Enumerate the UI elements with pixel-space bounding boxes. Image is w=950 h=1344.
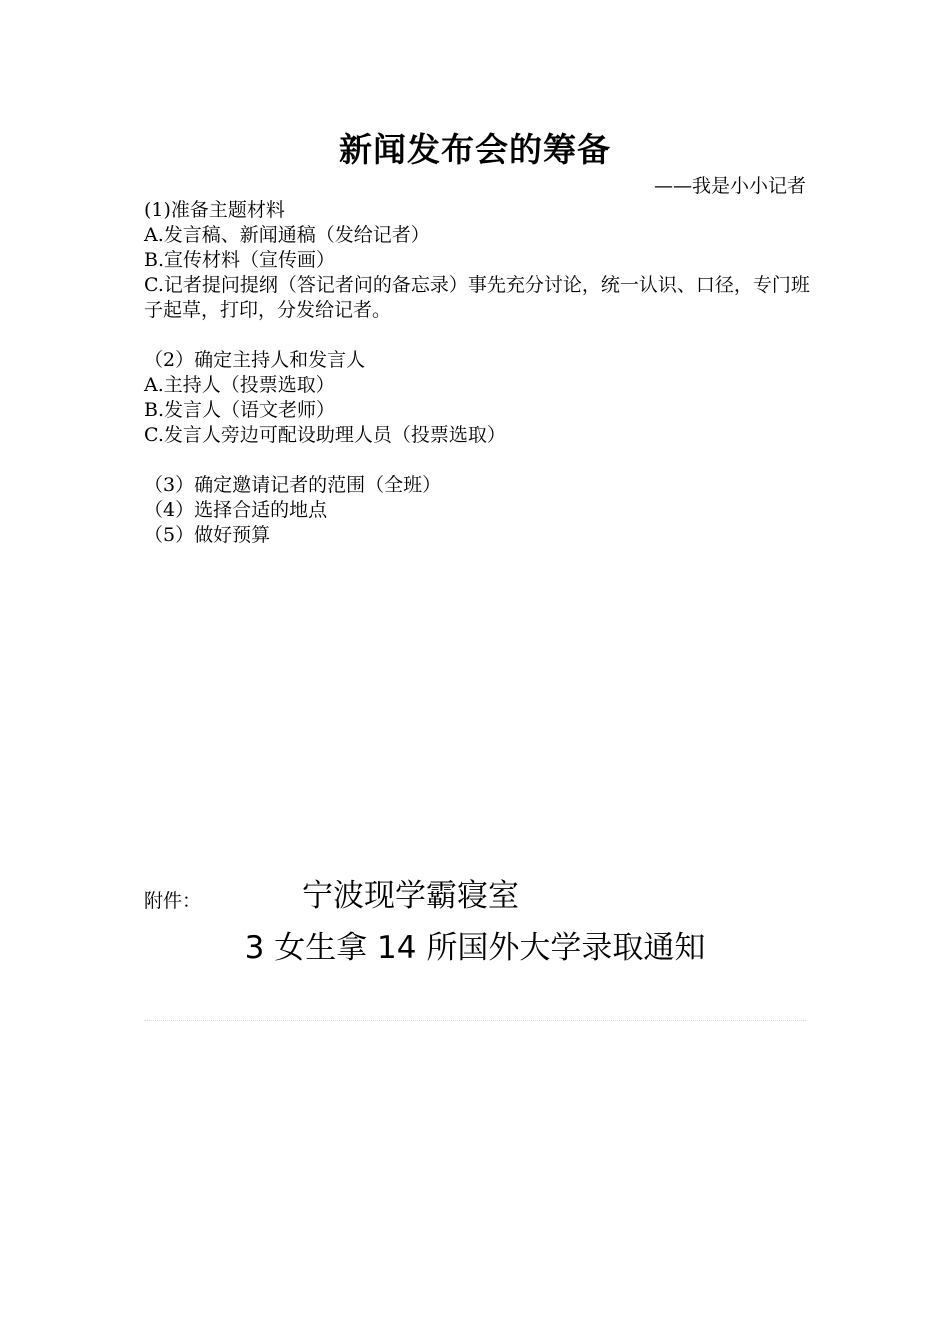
section-heading-2: （2）确定主持人和发言人: [144, 349, 366, 371]
section-2-item-a: A.主持人（投票选取）: [144, 374, 335, 396]
section-2-item-c: C.发言人旁边可配设助理人员（投票选取）: [144, 424, 506, 446]
attachment-title-line2: 3 女生拿 14 所国外大学录取通知: [244, 930, 706, 966]
paragraph-gap: [144, 323, 824, 348]
document-subtitle: ——我是小小记者: [653, 175, 806, 197]
divider-line: [144, 1020, 806, 1021]
section-heading-1: (1)准备主题材料: [144, 199, 285, 221]
attachment-title-line1: 宁波现学霸寝室: [302, 878, 519, 914]
paragraph-gap: [144, 448, 824, 473]
attachment-label: 附件：: [144, 890, 202, 912]
document-body: [144, 198, 824, 548]
section-1-item-a: A.发言稿、新闻通稿（发给记者）: [144, 224, 430, 246]
section-1-item-b: B.宣传材料（宣传画）: [144, 249, 336, 271]
section-1-item-c: C.记者提问提纲（答记者问的备忘录）事先充分讨论，统一认识、口径，专门班子起草，打印，分发给记者。: [144, 274, 810, 321]
section-heading-3: （3）确定邀请记者的范围（全班）: [144, 474, 442, 496]
section-2-item-b: B.发言人（语文老师）: [144, 399, 336, 421]
document-title: 新闻发布会的筹备: [339, 130, 611, 169]
section-heading-5: （5）做好预算: [144, 524, 271, 546]
section-heading-4: （4）选择合适的地点: [144, 499, 328, 521]
